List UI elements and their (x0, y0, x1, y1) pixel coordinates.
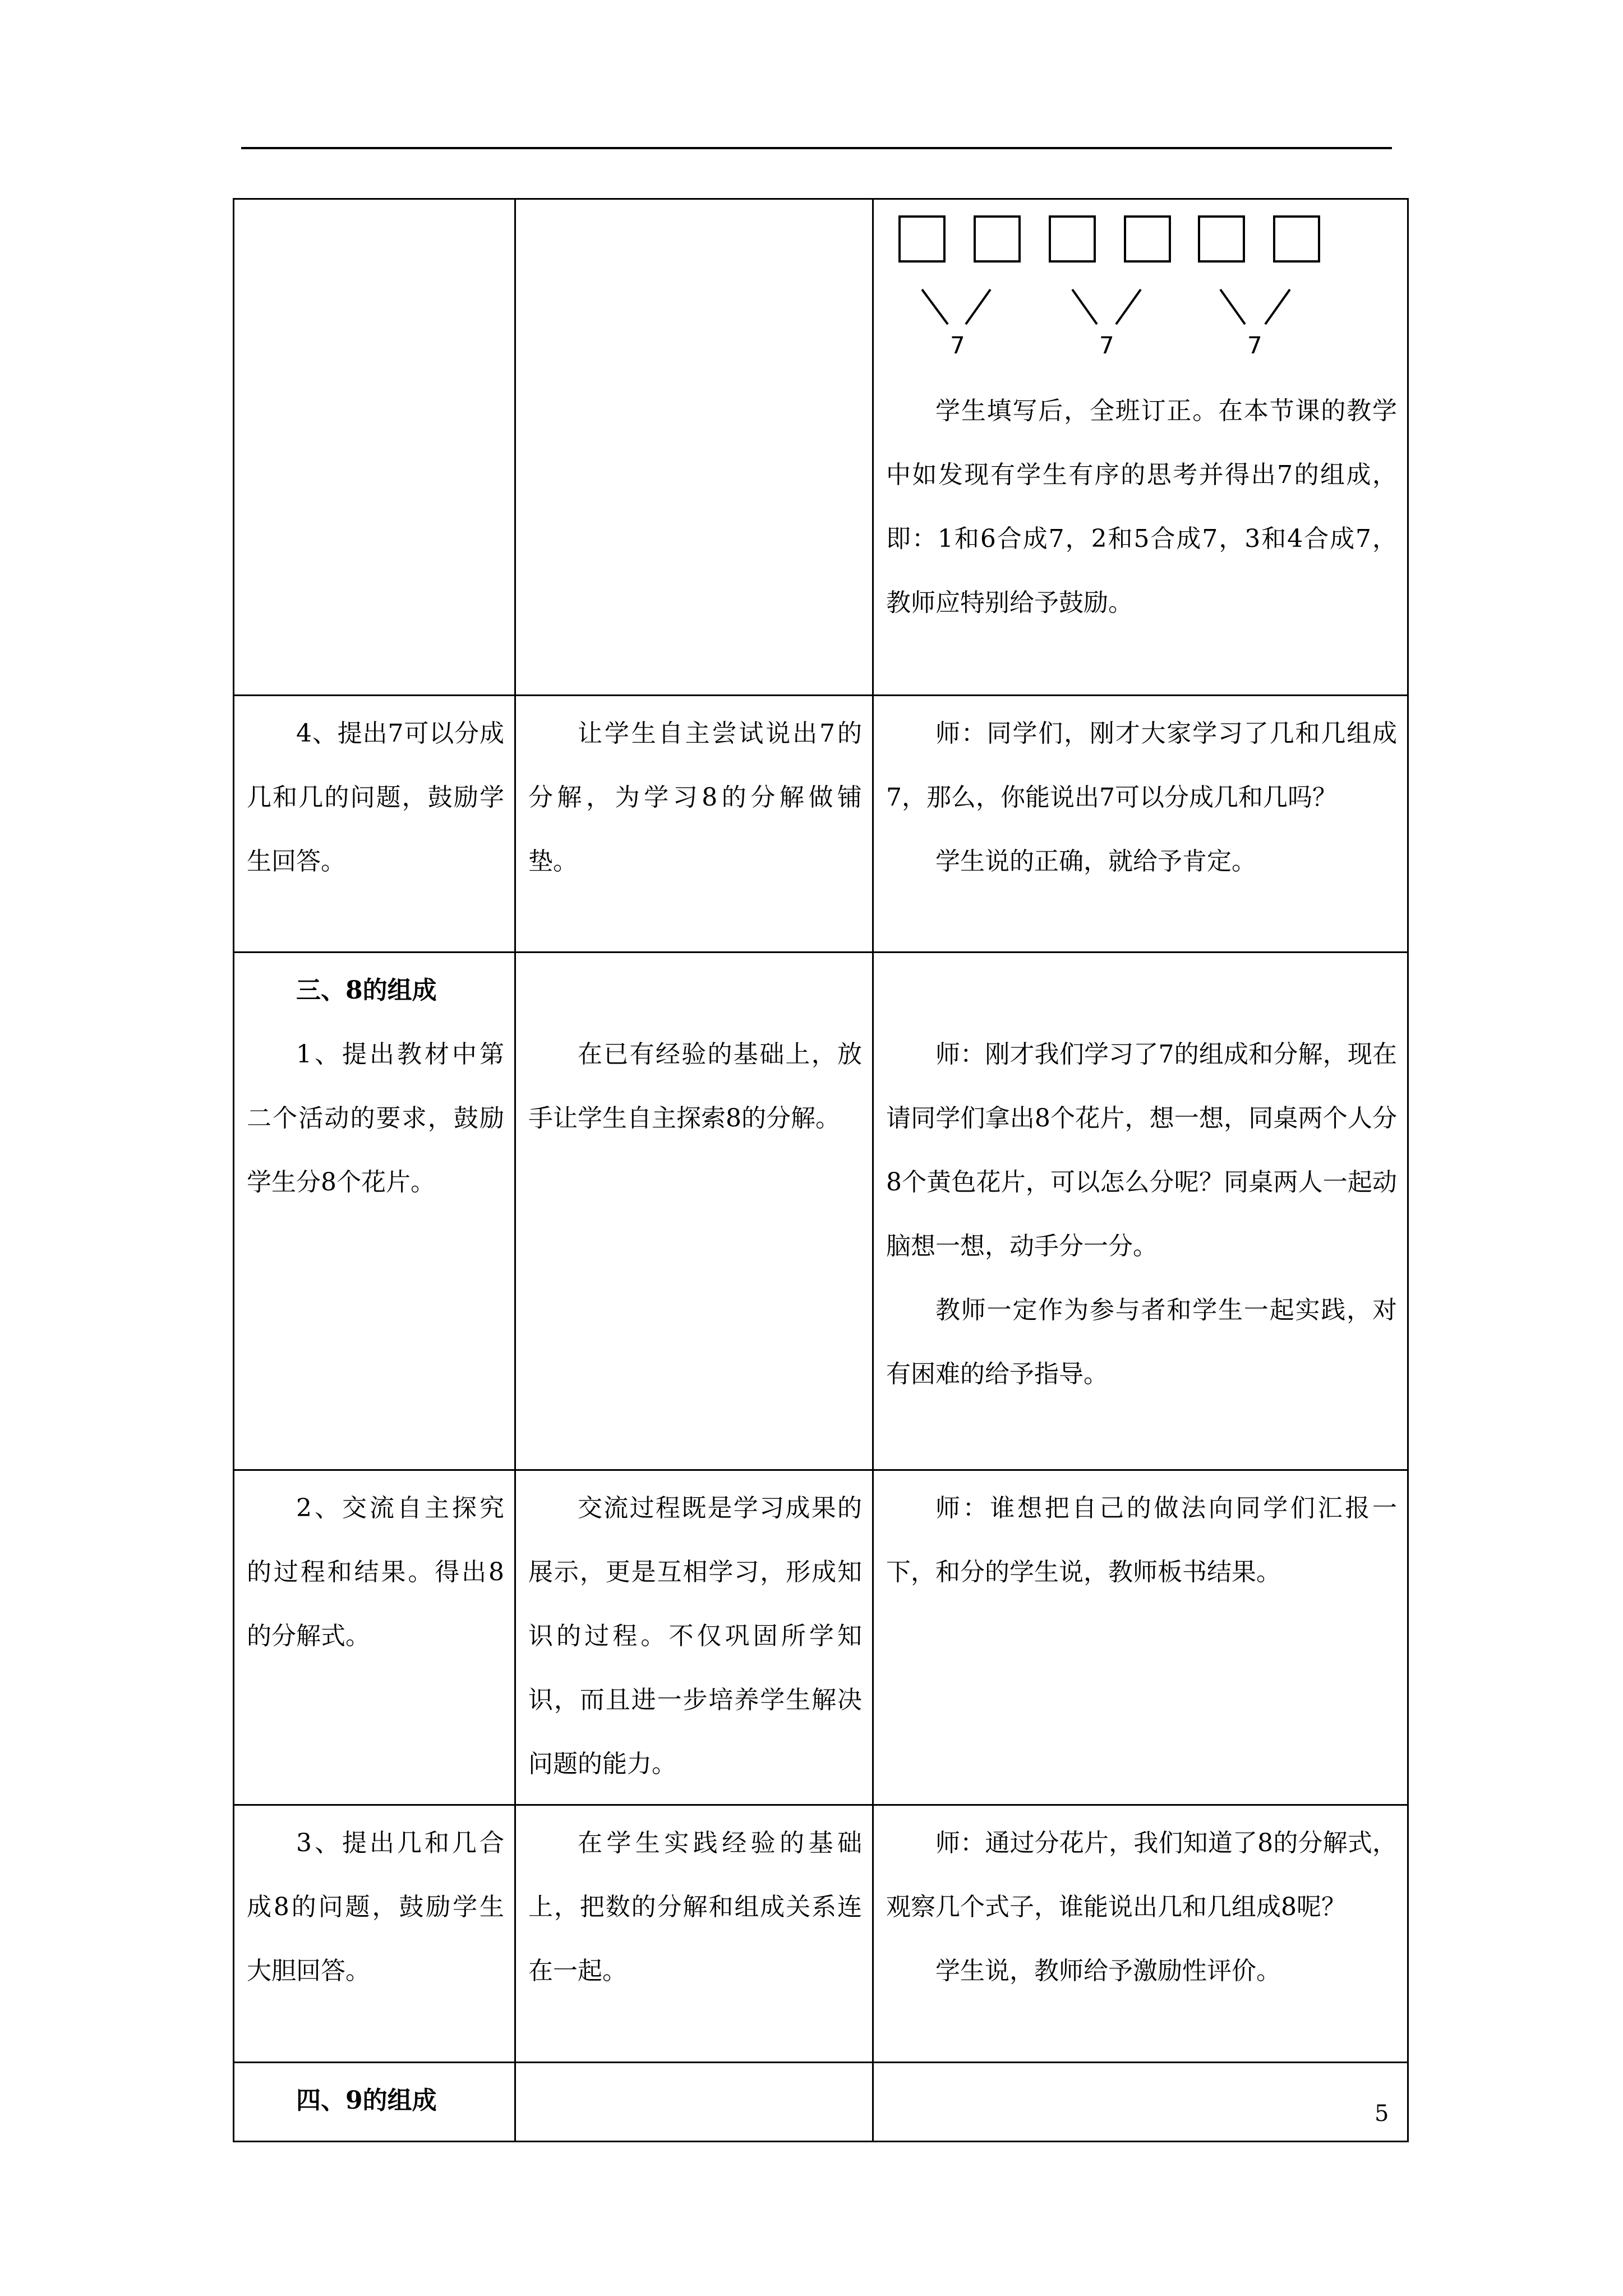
cell-activity (873, 2063, 1408, 2142)
cell-intent (515, 696, 873, 953)
activity-text: 师：同学们，刚才大家学习了几和几组成7，那么，你能说出7可以分成几和几吗？ (886, 719, 1397, 812)
cell-intent (515, 1805, 873, 2063)
cell-activity (873, 696, 1408, 953)
process-text: 3、提出几和几合成8的问题，鼓励学生大胆回答。 (247, 1829, 504, 1985)
process-text: 2、交流自主探究的过程和结果。得出8的分解式。 (247, 1494, 504, 1650)
activity-text: 教师一定作为参与者和学生一起实践，对有困难的给予指导。 (886, 1296, 1397, 1388)
cell-process (234, 199, 515, 696)
cell-intent (515, 2063, 873, 2142)
cell-process (234, 1470, 515, 1805)
lesson-plan-table (233, 198, 1409, 2142)
cell-activity (873, 1470, 1408, 1805)
activity-text: 师：通过分花片，我们知道了8的分解式，观察几个式子，谁能说出几和几组成8呢？ (886, 1829, 1397, 1921)
header-rule (241, 147, 1392, 149)
table-row (234, 199, 1408, 696)
table-row (234, 696, 1408, 953)
process-text: 4、提出7可以分成几和几的问题，鼓励学生回答。 (247, 719, 504, 876)
cell-activity (873, 199, 1408, 696)
sum-label: 7 (1099, 332, 1114, 359)
table-row (234, 953, 1408, 1470)
table-row (234, 1470, 1408, 1805)
activity-text: 师：刚才我们学习了7的组成和分解，现在请同学们拿出8个花片，想一想，同桌两个人分8个黄色花片，可以怎么分呢？同桌两人一起动脑想一想，动手分一分。 (886, 1040, 1397, 1260)
activity-text: 学生说，教师给予激励性评价。 (935, 1957, 1281, 1985)
cell-intent (515, 199, 873, 696)
cell-activity (873, 953, 1408, 1470)
intent-text: 在学生实践经验的基础上，把数的分解和组成关系连在一起。 (528, 1829, 862, 1985)
table-row (234, 2063, 1408, 2142)
cell-process (234, 696, 515, 953)
cell-process (234, 2063, 515, 2142)
intent-text: 交流过程既是学习成果的展示，更是互相学习，形成知识的过程。不仅巩固所学知识，而且进一步培养学生解决问题的能力。 (528, 1494, 862, 1778)
sum-label: 7 (950, 332, 965, 359)
sum-label: 7 (1247, 332, 1262, 359)
section-heading: 四、9的组成 (296, 2086, 437, 2115)
activity-text: 学生说的正确，就给予肯定。 (935, 847, 1256, 876)
activity-text: 师：谁想把自己的做法向同学们汇报一下，和分的学生说，教师板书结果。 (886, 1494, 1397, 1586)
activity-text: 学生填写后，全班订正。在本节课的教学中如发现有学生有序的思考并得出7的组成，即：1和6合成7，2和5合成7，3和4合成7，教师应特别给予鼓励。 (886, 397, 1397, 617)
intent-text: 在已有经验的基础上，放手让学生自主探索8的分解。 (528, 1040, 862, 1133)
cell-process (234, 1805, 515, 2063)
composition-diagram (880, 205, 1397, 379)
process-text: 1、提出教材中第二个活动的要求，鼓励学生分8个花片。 (247, 1040, 504, 1197)
cell-intent (515, 953, 873, 1470)
intent-text: 让学生自主尝试说出7的分解，为学习8的分解做铺垫。 (528, 719, 862, 876)
cell-intent (515, 1470, 873, 1805)
cell-activity (873, 1805, 1408, 2063)
cell-process (234, 953, 515, 1470)
table-row (234, 1805, 1408, 2063)
section-heading: 三、8的组成 (296, 976, 437, 1005)
page-number: 5 (1375, 2101, 1389, 2127)
